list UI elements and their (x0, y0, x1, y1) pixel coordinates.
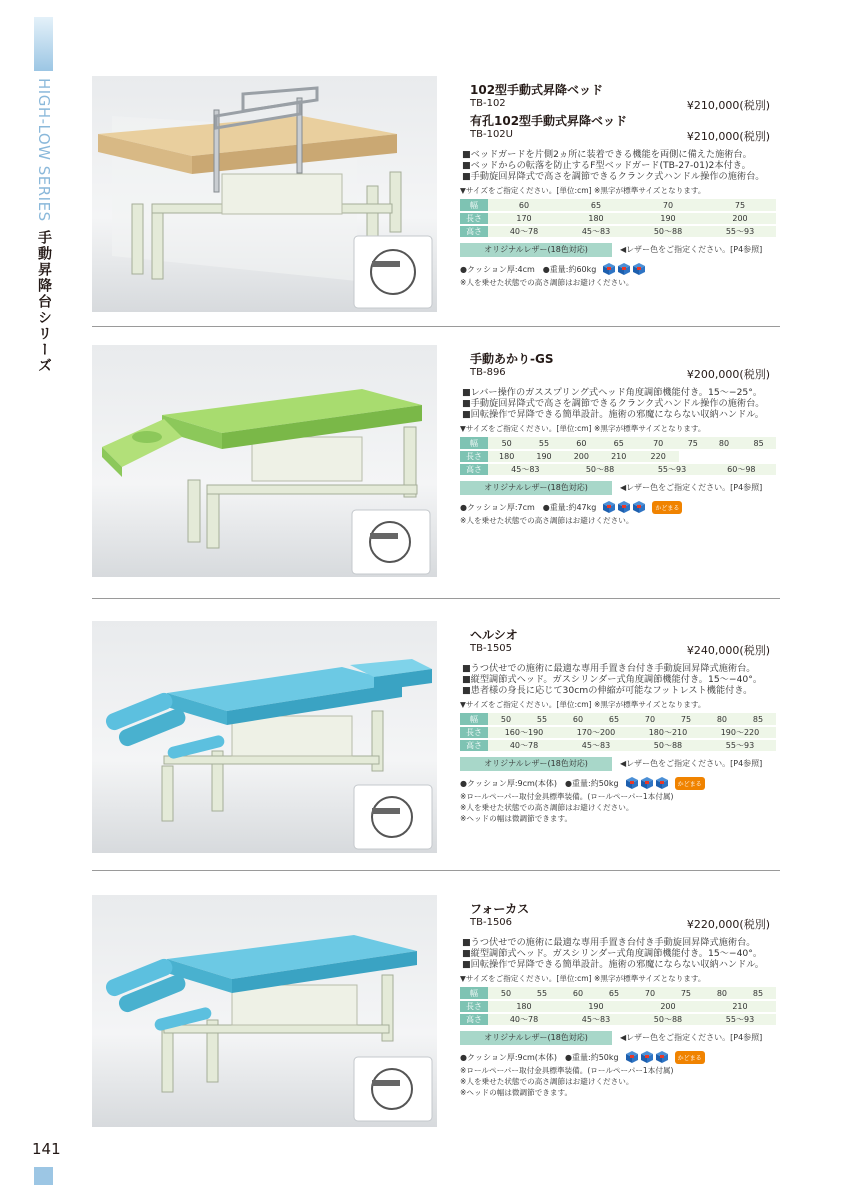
cushion-weight-row (460, 261, 780, 277)
feature-list (460, 663, 780, 696)
section-divider (92, 326, 780, 327)
product-photo-tb-102 (92, 76, 437, 312)
feature-item: ■手動旋回昇降式で高さを調節できるクランク式ハンドル操作の施術台。 (462, 398, 765, 409)
spec-value: 220 (637, 450, 679, 463)
feature-item: ■縦型調節式ヘッド。ガスシリンダー式角度調節機能付き。15〜−40°。 (462, 948, 763, 959)
spec-value: 80 (704, 987, 740, 1000)
feature-list (460, 937, 780, 970)
product-price: ¥200,000(税別) (686, 368, 770, 381)
spec-value: 180 (560, 212, 632, 225)
spec-table (460, 199, 776, 239)
kadomaru-badge: かどまる (675, 1051, 705, 1064)
size-note: ▼サイズをご指定ください。[単位:cm] ※黒字が標準サイズとなります。 (460, 700, 706, 709)
spec-value: 70 (632, 987, 668, 1000)
spec-value: 200 (632, 1000, 704, 1013)
cushion-weight: ●クッション厚:7cm ●重量:約47kg (460, 502, 597, 512)
product-code-row (460, 642, 780, 657)
spec-value: 50〜88 (632, 739, 704, 752)
spec-value: 45〜83 (560, 739, 632, 752)
feature-item: ■患者様の身長に応じて30cmの伸縮が可能なフットレスト機能付き。 (462, 685, 753, 696)
spec-label: 幅 (460, 713, 488, 726)
cushion-cube-icon (617, 500, 631, 514)
product-price: ¥210,000(税別) (686, 130, 770, 143)
spec-value: 60 (488, 199, 560, 212)
spec-value: 65 (596, 713, 632, 726)
product-title-row (460, 900, 780, 916)
size-note: ▼サイズをご指定ください。[単位:cm] ※黒字が標準サイズとなります。 (460, 974, 706, 983)
spec-row (460, 987, 776, 1000)
spec-value: 45〜83 (560, 1013, 632, 1026)
kadomaru-badge: かどまる (675, 777, 705, 790)
feature-item: ■回転操作で昇降できる簡単設計。施術の邪魔にならない収納ハンドル。 (462, 409, 764, 420)
size-note: ▼サイズをご指定ください。[単位:cm] ※黒字が標準サイズとなります。 (460, 424, 706, 433)
product-info-2 (460, 626, 780, 824)
product-name: ヘルシオ (470, 628, 518, 642)
cushion-icons (625, 776, 669, 790)
product-code: TB-1506 (470, 917, 513, 928)
side-color-bar-bottom (34, 1167, 53, 1185)
spec-row (460, 713, 776, 726)
spec-value: 50 (488, 987, 524, 1000)
product-note: ※ロールペーパー取付金具標準装備。(ロールペーパー1本付属) (460, 792, 674, 801)
spec-value: 170〜200 (560, 726, 632, 739)
spec-row (460, 739, 776, 752)
spec-label: 幅 (460, 437, 488, 450)
cushion-weight: ●クッション厚:4cm ●重量:約60kg (460, 264, 597, 274)
spec-value: 85 (741, 437, 776, 450)
spec-value: 180〜210 (632, 726, 704, 739)
product-code-row (460, 916, 780, 931)
leather-reference: ◀レザー色をご指定ください。[P4参照] (620, 245, 763, 254)
spec-value: 70 (632, 199, 704, 212)
spec-value: 75 (668, 987, 704, 1000)
spec-value: 65 (600, 437, 637, 450)
spec-value: 200 (563, 450, 600, 463)
spec-value: 60 (563, 437, 600, 450)
product-code: TB-1505 (470, 643, 513, 654)
product-info-1 (460, 350, 780, 526)
spec-value: 45〜83 (488, 463, 563, 476)
spec-value: 55 (524, 713, 560, 726)
spec-label: 長さ (460, 212, 488, 225)
spec-label: 長さ (460, 726, 488, 739)
cushion-cube-icon (640, 776, 654, 790)
cushion-cube-icon (625, 1050, 639, 1064)
product-note: ※人を乗せた状態での高さ調節はお避けください。 (460, 278, 634, 287)
spec-value: 50〜88 (563, 463, 638, 476)
spec-value: 70 (632, 713, 668, 726)
product-name: 手動あかり-GS (470, 352, 554, 366)
section-divider (92, 870, 780, 871)
cushion-icons (602, 500, 646, 514)
spec-value: 190 (560, 1000, 632, 1013)
cushion-icons (602, 262, 646, 276)
product-photo-tb-1506 (92, 895, 437, 1127)
leather-tag: オリジナルレザー(18色対応) (460, 243, 612, 257)
spec-value: 85 (740, 987, 776, 1000)
spec-table (460, 713, 776, 753)
spec-value: 50〜88 (632, 1013, 704, 1026)
product-photo-tb-896 (92, 345, 437, 577)
spec-value: 40〜78 (488, 1013, 560, 1026)
feature-item: ■ベッドガードを片側2ヵ所に装着できる機能を両側に備えた施術台。 (462, 149, 752, 160)
product-code-row (460, 97, 780, 112)
feature-item: ■レバー操作のガススプリング式ヘッド角度調節機能付き。15〜−25°。 (462, 387, 763, 398)
spec-value: 70 (637, 437, 679, 450)
cushion-icons (625, 1050, 669, 1064)
leather-tag: オリジナルレザー(18色対応) (460, 1031, 612, 1045)
product-code-row (460, 128, 780, 143)
product-code-row (460, 366, 780, 381)
spec-label: 高さ (460, 1013, 488, 1026)
product-name: 102型手動式昇降ベッド (470, 83, 604, 97)
spec-value: 60〜98 (707, 463, 776, 476)
spec-value: 190 (632, 212, 704, 225)
spec-value: 210 (600, 450, 637, 463)
spec-value: 50 (488, 437, 525, 450)
feature-item: ■うつ伏せでの施術に最適な専用手置き台付き手動旋回昇降式施術台。 (462, 663, 756, 674)
product-note: ※ロールペーパー取付金具標準装備。(ロールペーパー1本付属) (460, 1066, 674, 1075)
leather-tag: オリジナルレザー(18色対応) (460, 481, 612, 495)
spec-label: 高さ (460, 225, 488, 238)
spec-value: 80 (704, 713, 740, 726)
cushion-cube-icon (602, 500, 616, 514)
product-code: TB-896 (470, 367, 506, 378)
spec-row (460, 437, 776, 450)
spec-row (460, 199, 776, 212)
spec-value: 80 (707, 437, 742, 450)
feature-list (460, 149, 780, 182)
leather-reference: ◀レザー色をご指定ください。[P4参照] (620, 483, 763, 492)
product-info-0 (460, 81, 780, 288)
spec-row (460, 726, 776, 739)
feature-item: ■縦型調節式ヘッド。ガスシリンダー式角度調節機能付き。15〜−40°。 (462, 674, 763, 685)
spec-value: 50 (488, 713, 524, 726)
side-color-bar-top (34, 17, 53, 71)
spec-label: 長さ (460, 1000, 488, 1013)
spec-value: 200 (704, 212, 776, 225)
leather-row (460, 243, 780, 259)
feature-item: ■手動旋回昇降式で高さを調節できるクランク式ハンドル操作の施術台。 (462, 171, 765, 182)
cushion-weight: ●クッション厚:9cm(本体) ●重量:約50kg (460, 778, 619, 788)
spec-value: 45〜83 (560, 225, 632, 238)
spec-value: 65 (596, 987, 632, 1000)
product-price: ¥210,000(税別) (686, 99, 770, 112)
cushion-cube-icon (655, 776, 669, 790)
spec-value: 40〜78 (488, 739, 560, 752)
leather-row (460, 757, 780, 773)
cushion-cube-icon (632, 262, 646, 276)
kadomaru-badge: かどまる (652, 501, 682, 514)
spec-value: 55〜93 (637, 463, 706, 476)
size-note: ▼サイズをご指定ください。[単位:cm] ※黒字が標準サイズとなります。 (460, 186, 706, 195)
spec-label: 幅 (460, 199, 488, 212)
product-code: TB-102U (470, 129, 513, 140)
spec-value: 55〜93 (704, 739, 776, 752)
leather-tag: オリジナルレザー(18色対応) (460, 757, 612, 771)
cushion-cube-icon (625, 776, 639, 790)
cushion-cube-icon (617, 262, 631, 276)
cushion-weight: ●クッション厚:9cm(本体) ●重量:約50kg (460, 1052, 619, 1062)
spec-value: 40〜78 (488, 225, 560, 238)
spec-label: 幅 (460, 987, 488, 1000)
leather-reference: ◀レザー色をご指定ください。[P4参照] (620, 1033, 763, 1042)
product-price: ¥220,000(税別) (686, 918, 770, 931)
feature-item: ■うつ伏せでの施術に最適な専用手置き台付き手動旋回昇降式施術台。 (462, 937, 756, 948)
spec-row (460, 212, 776, 225)
series-english-label: HIGH-LOW SERIES (35, 78, 53, 222)
spec-value: 75 (704, 199, 776, 212)
spec-value: 210 (704, 1000, 776, 1013)
spec-value: 180 (488, 1000, 560, 1013)
product-photo-tb-1505 (92, 621, 437, 853)
spec-value: 55〜93 (704, 225, 776, 238)
product-name: フォーカス (470, 902, 530, 916)
product-title-row (460, 626, 780, 642)
cushion-weight-row (460, 1049, 780, 1065)
product-note: ※人を乗せた状態での高さ調節はお避けください。 (460, 516, 634, 525)
spec-value: 190〜220 (704, 726, 776, 739)
product-title-row (460, 350, 780, 366)
product-code: TB-102 (470, 98, 506, 109)
product-note: ※ヘッドの幅は微調節できます。 (460, 814, 573, 823)
cushion-cube-icon (640, 1050, 654, 1064)
cushion-weight-row (460, 775, 780, 791)
spec-value: 60 (560, 987, 596, 1000)
feature-item: ■回転操作で昇降できる簡単設計。施術の邪魔にならない収納ハンドル。 (462, 959, 764, 970)
spec-value: 85 (740, 713, 776, 726)
section-divider (92, 598, 780, 599)
spec-table (460, 437, 776, 477)
spec-value: 65 (560, 199, 632, 212)
spec-value: 55 (524, 987, 560, 1000)
spec-row (460, 1000, 776, 1013)
feature-item: ■ベッドからの転落を防止するF型ベッドガード(TB-27-01)2本付き。 (462, 160, 751, 171)
leather-row (460, 1031, 780, 1047)
spec-value: 55 (525, 437, 562, 450)
feature-list (460, 387, 780, 420)
product-note: ※ヘッドの幅は微調節できます。 (460, 1088, 573, 1097)
spec-value: 60 (560, 713, 596, 726)
product-title-row (460, 112, 780, 128)
product-title-row (460, 81, 780, 97)
spec-table (460, 987, 776, 1027)
product-name: 有孔102型手動式昇降ベッド (470, 114, 628, 128)
spec-value: 190 (525, 450, 562, 463)
spec-label: 高さ (460, 463, 488, 476)
spec-label: 高さ (460, 739, 488, 752)
spec-row (460, 463, 776, 476)
page-number: 141 (32, 1140, 61, 1158)
spec-value: 160〜190 (488, 726, 560, 739)
spec-row (460, 225, 776, 238)
series-japanese-label: 手動昇降台シリーズ (36, 230, 52, 374)
product-note: ※人を乗せた状態での高さ調節はお避けください。 (460, 1077, 634, 1086)
leather-row (460, 481, 780, 497)
product-info-3 (460, 900, 780, 1098)
spec-label: 長さ (460, 450, 488, 463)
product-price: ¥240,000(税別) (686, 644, 770, 657)
product-note: ※人を乗せた状態での高さ調節はお避けください。 (460, 803, 634, 812)
spec-value: 50〜88 (632, 225, 704, 238)
spec-value: 75 (668, 713, 704, 726)
spec-row (460, 1013, 776, 1026)
leather-reference: ◀レザー色をご指定ください。[P4参照] (620, 759, 763, 768)
cushion-cube-icon (602, 262, 616, 276)
spec-value: 170 (488, 212, 560, 225)
spec-value: 180 (488, 450, 525, 463)
cushion-cube-icon (632, 500, 646, 514)
spec-value: 55〜93 (704, 1013, 776, 1026)
cushion-weight-row (460, 499, 780, 515)
cushion-cube-icon (655, 1050, 669, 1064)
spec-value: 75 (679, 437, 707, 450)
spec-row (460, 450, 776, 463)
